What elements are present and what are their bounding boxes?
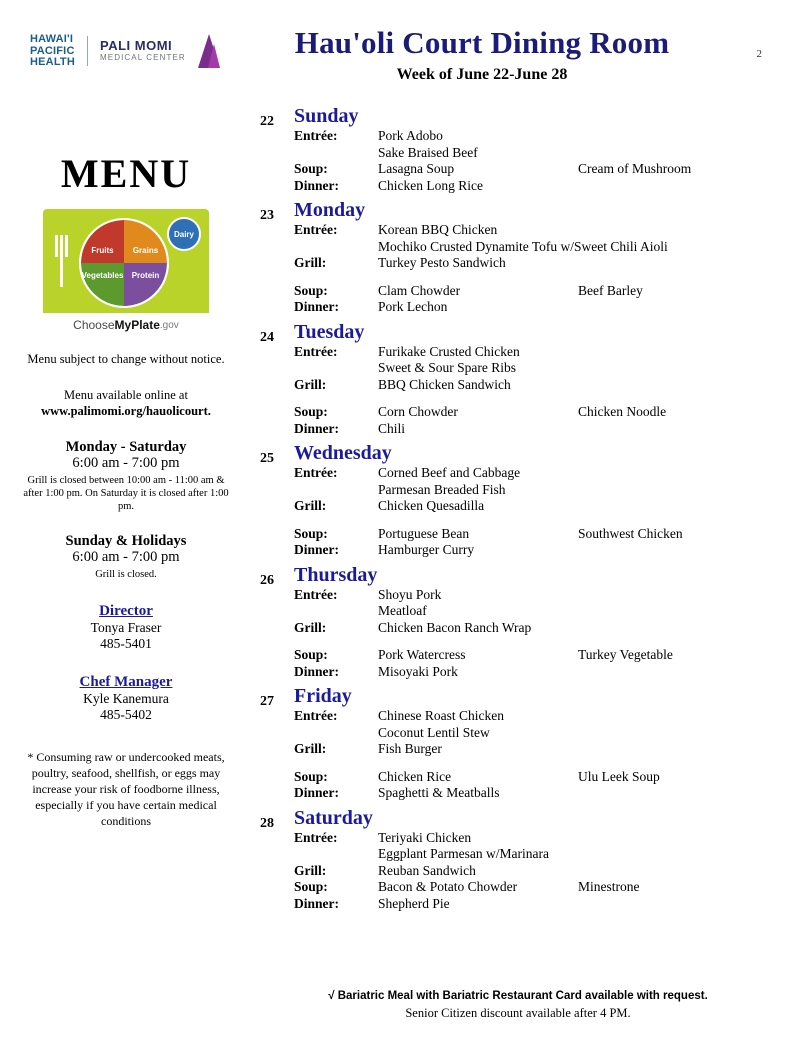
myplate-grains <box>124 220 167 263</box>
chef-manager-block <box>20 674 232 723</box>
soup-label: Soup: <box>294 282 328 298</box>
entree-label-blank <box>294 846 378 863</box>
page-title: Hau'oli Court Dining Room <box>294 25 670 60</box>
pali-momi-subtitle: MEDICAL CENTER <box>100 53 186 63</box>
hph-line-2: PACIFIC <box>30 44 75 57</box>
myplate-fruits-label: Fruits <box>91 246 114 255</box>
entree-row <box>294 344 788 361</box>
myplate-brand-name: MyPlate <box>114 318 160 332</box>
day-rows <box>294 830 788 913</box>
page-header <box>0 0 810 92</box>
myplate-protein-label: Protein <box>131 271 160 280</box>
myplate-brand <box>43 313 209 337</box>
dinner-item: Chicken Long Rice <box>378 177 483 193</box>
grill-row <box>294 620 788 637</box>
director-name: Tonya Fraser <box>90 620 162 635</box>
grill-label: Grill: <box>294 498 327 513</box>
dinner-item: Spaghetti & Meatballs <box>378 785 500 800</box>
day-name: Friday <box>294 685 352 707</box>
grill-row <box>294 863 788 880</box>
dinner-row <box>294 542 788 559</box>
soup-label: Soup: <box>294 404 328 419</box>
grill-item: Fish Burger <box>378 741 442 756</box>
entree-row-2 <box>294 239 788 256</box>
day-name: Thursday <box>294 563 378 586</box>
dinner-item: Pork Lechon <box>378 299 448 314</box>
entree-label: Entrée: <box>294 222 338 237</box>
entree-item-2: Meatloaf <box>378 603 427 618</box>
entree-item-1: Shoyu Pork <box>378 586 442 602</box>
dinner-row <box>294 178 788 195</box>
grill-label: Grill: <box>294 862 327 878</box>
grill-item: Chicken Bacon Ranch Wrap <box>378 619 532 635</box>
soup-row <box>294 526 788 543</box>
entree-row <box>294 587 788 604</box>
soup-item-2: Turkey Vegetable <box>578 647 673 662</box>
day-rows <box>294 708 788 802</box>
fork-icon <box>55 235 69 287</box>
entree-item-1: Furikake Crusted Chicken <box>378 343 520 359</box>
entree-row <box>294 128 788 145</box>
page-number: 2 <box>756 48 762 60</box>
day-name: Monday <box>294 199 366 221</box>
sunday-hours <box>20 533 232 581</box>
senior-discount-note: Senior Citizen discount available after 4 PM. <box>405 1006 631 1020</box>
myplate-graphic <box>43 209 209 337</box>
day-date: 22 <box>260 114 274 129</box>
sunday-hours-time: 6:00 am - 7:00 pm <box>72 549 180 565</box>
menu-url-link[interactable]: www.palimomi.org/hauolicourt. <box>41 404 211 418</box>
dinner-label: Dinner: <box>294 420 339 436</box>
entree-label-blank <box>294 603 378 620</box>
dinner-row <box>294 421 788 438</box>
day-date: 25 <box>260 451 274 466</box>
page-footer <box>248 990 788 1021</box>
day-rows <box>294 465 788 559</box>
soup-item-2: Chicken Noodle <box>578 404 667 419</box>
dinner-label: Dinner: <box>294 663 339 679</box>
soup-label: Soup: <box>294 525 328 541</box>
day-block-sunday <box>248 104 788 194</box>
day-name: Saturday <box>294 806 373 829</box>
food-safety-disclaimer: * Consuming raw or undercooked meats, poultry, seafood, shellfish, or eggs may increase your risk of foodborne illness, especially if you have certain medical conditions <box>27 750 225 828</box>
sunday-hours-title: Sunday & Holidays <box>65 533 187 549</box>
change-notice: Menu subject to change without notice. <box>27 352 225 366</box>
dinner-label: Dinner: <box>294 785 339 800</box>
entree-label: Entrée: <box>294 586 338 602</box>
soup-item-1: Clam Chowder <box>378 282 461 298</box>
sunday-hours-note: Grill is closed. <box>95 569 157 580</box>
entree-item-1: Corned Beef and Cabbage <box>378 465 521 480</box>
dinner-item: Shepherd Pie <box>378 895 450 911</box>
entree-label-blank <box>294 360 378 377</box>
day-name: Sunday <box>294 105 359 127</box>
myplate-protein <box>124 263 167 306</box>
soup-row <box>294 769 788 786</box>
sidebar <box>20 150 232 829</box>
day-date: 27 <box>260 694 274 709</box>
entree-row <box>294 222 788 239</box>
entree-item-1: Teriyaki Chicken <box>378 829 472 845</box>
entree-row <box>294 465 788 482</box>
grill-label: Grill: <box>294 741 327 756</box>
myplate-vegetables <box>81 263 124 306</box>
online-availability <box>20 387 232 419</box>
grill-label: Grill: <box>294 619 327 635</box>
chef-manager-name: Kyle Kanemura <box>83 691 169 706</box>
entree-item-1: Korean BBQ Chicken <box>378 222 498 237</box>
online-label: Menu available online at <box>64 388 188 402</box>
grill-row <box>294 741 788 758</box>
page-subtitle: Week of June 22-June 28 <box>396 66 568 83</box>
hph-line-1: HAWAI'I <box>30 33 74 45</box>
dinner-item: Hamburger Curry <box>378 542 475 557</box>
entree-item-2: Eggplant Parmesan w/Marinara <box>378 846 549 861</box>
entree-label: Entrée: <box>294 128 338 143</box>
soup-row <box>294 161 788 178</box>
day-block-tuesday <box>248 320 788 438</box>
soup-item-1: Portuguese Bean <box>378 525 470 541</box>
bariatric-note: √ Bariatric Meal with Bariatric Restaurant Card available with request. <box>328 990 708 1002</box>
grill-item: Reuban Sandwich <box>378 862 476 878</box>
soup-item-2: Southwest Chicken <box>578 525 683 541</box>
weekday-hours-note: Grill is closed between 10:00 am - 11:00 am & after 1:00 pm. On Saturday it is closed after 1:00 pm. <box>23 475 229 512</box>
day-block-friday <box>248 684 788 802</box>
grill-item: Turkey Pesto Sandwich <box>378 255 506 270</box>
grill-label: Grill: <box>294 255 327 270</box>
soup-label: Soup: <box>294 768 328 784</box>
director-title: Director <box>99 603 153 619</box>
dinner-row <box>294 664 788 681</box>
day-rows <box>294 344 788 438</box>
soup-item-1: Bacon & Potato Chowder <box>378 879 518 894</box>
entree-row-2 <box>294 145 788 162</box>
dinner-label: Dinner: <box>294 177 339 193</box>
hawaii-pacific-health-logo <box>30 34 75 69</box>
entree-item-1: Chinese Roast Chicken <box>378 708 504 723</box>
grill-item: BBQ Chicken Sandwich <box>378 376 511 392</box>
entree-label-blank <box>294 725 378 742</box>
day-date: 24 <box>260 329 274 345</box>
dinner-row <box>294 785 788 802</box>
entree-label: Entrée: <box>294 829 338 845</box>
soup-item-1: Lasagna Soup <box>378 161 455 176</box>
chef-manager-phone: 485-5402 <box>100 707 152 722</box>
soup-item-2: Minestrone <box>578 879 640 894</box>
day-rows <box>294 222 788 316</box>
dinner-label: Dinner: <box>294 895 339 911</box>
entree-item-2: Sake Braised Beef <box>378 144 478 160</box>
day-date: 28 <box>260 815 274 831</box>
day-block-wednesday <box>248 441 788 559</box>
entree-label-blank <box>294 145 378 162</box>
day-block-thursday <box>248 563 788 681</box>
logo-lockup <box>30 34 220 69</box>
dinner-item: Misoyaki Pork <box>378 663 458 679</box>
entree-label: Entrée: <box>294 708 338 723</box>
soup-row <box>294 879 788 896</box>
pali-momi-name: PALI MOMI <box>100 38 173 54</box>
soup-item-2: Ulu Leek Soup <box>578 768 660 784</box>
entree-item-1: Pork Adobo <box>378 128 443 143</box>
dinner-row <box>294 896 788 913</box>
soup-label: Soup: <box>294 647 328 662</box>
myplate-brand-choose: Choose <box>73 318 115 332</box>
day-block-monday <box>248 198 788 316</box>
entree-row <box>294 830 788 847</box>
dinner-row <box>294 299 788 316</box>
soup-label: Soup: <box>294 879 328 894</box>
soup-item-1: Pork Watercress <box>378 647 466 662</box>
entree-row <box>294 708 788 725</box>
entree-row-2 <box>294 725 788 742</box>
entree-row-2 <box>294 360 788 377</box>
myplate-dairy: Dairy <box>167 217 201 251</box>
myplate-brand-gov: .gov <box>159 319 179 331</box>
soup-row <box>294 404 788 421</box>
myplate-fruits <box>81 220 124 263</box>
entree-item-2: Mochiko Crusted Dynamite Tofu w/Sweet Chili Aioli <box>378 238 668 254</box>
chef-manager-title: Chef Manager <box>79 674 173 690</box>
director-phone: 485-5401 <box>100 636 152 651</box>
soup-item-1: Corn Chowder <box>378 404 458 419</box>
plate-icon <box>79 218 169 308</box>
day-rows <box>294 128 788 194</box>
title-block <box>232 26 732 84</box>
menu-heading: MENU <box>60 151 192 196</box>
weekday-hours-time: 6:00 am - 7:00 pm <box>72 455 180 471</box>
weekday-hours <box>20 439 232 513</box>
grill-label: Grill: <box>294 376 327 392</box>
pali-momi-logo <box>100 39 186 63</box>
entree-label-blank <box>294 482 378 499</box>
day-block-saturday <box>248 806 788 913</box>
soup-row <box>294 283 788 300</box>
day-name: Wednesday <box>294 442 392 464</box>
dinner-label: Dinner: <box>294 542 339 557</box>
entree-item-2: Coconut Lentil Stew <box>378 724 490 740</box>
director-block <box>20 603 232 652</box>
day-rows <box>294 587 788 681</box>
grill-item: Chicken Quesadilla <box>378 498 485 513</box>
entree-label: Entrée: <box>294 465 338 480</box>
hph-line-3: HEALTH <box>30 56 75 68</box>
grill-row <box>294 377 788 394</box>
entree-item-2: Parmesan Breaded Fish <box>378 481 506 497</box>
pali-momi-triangle-icon <box>198 34 220 68</box>
entree-row-2 <box>294 603 788 620</box>
entree-label-blank <box>294 239 378 256</box>
entree-label: Entrée: <box>294 343 338 359</box>
weekday-hours-title: Monday - Saturday <box>65 439 187 455</box>
dinner-item: Chili <box>378 420 406 436</box>
soup-item-2: Cream of Mushroom <box>578 161 692 176</box>
grill-row <box>294 498 788 515</box>
dinner-label: Dinner: <box>294 299 339 314</box>
weekly-menu <box>248 104 788 916</box>
entree-row-2 <box>294 846 788 863</box>
soup-item-2: Beef Barley <box>578 282 643 298</box>
grill-row <box>294 255 788 272</box>
day-date: 26 <box>260 572 274 588</box>
entree-row-2 <box>294 482 788 499</box>
soup-row <box>294 647 788 664</box>
soup-label: Soup: <box>294 161 328 176</box>
logo-divider <box>87 36 88 66</box>
day-date: 23 <box>260 208 274 223</box>
soup-item-1: Chicken Rice <box>378 768 452 784</box>
entree-item-2: Sweet & Sour Spare Ribs <box>378 360 516 375</box>
day-name: Tuesday <box>294 320 365 343</box>
myplate-vegetables-label: Vegetables <box>81 271 124 280</box>
myplate-grains-label: Grains <box>132 246 159 255</box>
